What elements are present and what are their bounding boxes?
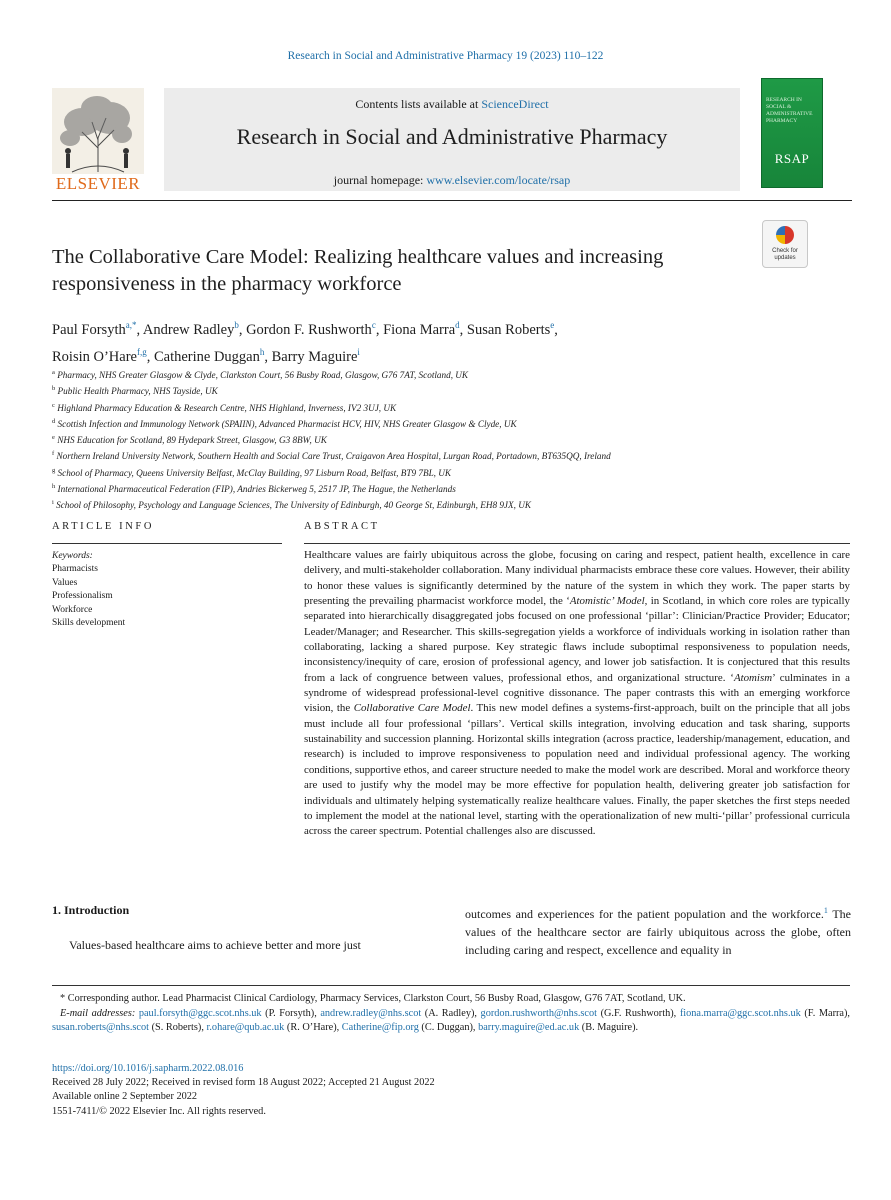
affiliation-key: i xyxy=(52,499,54,507)
abstract-part: ’ culminates in a syndrome of widespread professional-level cognitive dissonance. The paper contrasts this with an emerging workforce vision, the xyxy=(304,671,850,715)
abstract-emphasis: Atomistic’ Model, xyxy=(569,595,648,608)
available-online: Available online 2 September 2022 xyxy=(52,1091,198,1103)
affiliation-key: d xyxy=(52,417,56,425)
affiliation-item xyxy=(52,480,842,496)
author[interactable] xyxy=(52,322,136,338)
journal-cover[interactable] xyxy=(761,78,823,188)
author-name: Roisin O’Hare xyxy=(52,348,137,365)
check-for-updates-button[interactable] xyxy=(762,220,808,268)
author-affiliation-marker[interactable]: b xyxy=(234,320,239,330)
affiliation-key: c xyxy=(52,401,55,409)
affiliation-key: g xyxy=(52,466,56,474)
intro-text: outcomes and experiences for the patient population and the workforce. xyxy=(465,907,824,921)
author[interactable] xyxy=(246,322,376,338)
keyword-item: Pharmacists xyxy=(52,564,98,575)
author-name: Catherine Duggan xyxy=(153,348,260,365)
elsevier-logo[interactable] xyxy=(52,88,152,200)
elsevier-tree-icon xyxy=(52,88,144,174)
affiliation-list xyxy=(52,366,842,512)
sciencedirect-link[interactable]: ScienceDirect xyxy=(481,97,549,111)
email-addresses xyxy=(52,1007,850,1036)
affiliation-key: e xyxy=(52,434,55,442)
email-owner: (S. Roberts), xyxy=(149,1022,207,1034)
author-separator: , xyxy=(238,321,247,338)
author[interactable] xyxy=(143,322,239,338)
email-link[interactable]: r.ohare@qub.ac.uk xyxy=(206,1022,285,1034)
author-affiliation-marker[interactable]: a,* xyxy=(125,320,137,330)
email-link[interactable]: barry.maguire@ed.ac.uk xyxy=(478,1022,580,1034)
author[interactable] xyxy=(271,346,360,365)
affiliation-text: Pharmacy, NHS Greater Glasgow & Clyde, Clarkston Court, 56 Busby Road, Glasgow, G76 7AT, Scotland, UK xyxy=(57,370,469,381)
affiliation-item xyxy=(52,415,842,431)
check-for-updates-label xyxy=(763,248,807,262)
keyword-item: Skills development xyxy=(52,618,126,629)
email-owner: (B. Maguire). xyxy=(579,1022,639,1034)
affiliation-item xyxy=(52,366,842,382)
email-owner: (G.F. Rushworth), xyxy=(597,1007,680,1019)
affiliation-key: h xyxy=(52,482,56,490)
affiliation-item xyxy=(52,496,842,512)
email-owner: (P. Forsyth), xyxy=(261,1007,321,1019)
publisher-name: ELSEVIER xyxy=(55,174,141,193)
author-affiliation-marker[interactable]: c xyxy=(371,320,376,330)
journal-name: Research in Social and Administrative Pharmacy xyxy=(236,124,668,149)
abstract-part: Healthcare values are fairly ubiquitous across the globe, focusing on caring and respect, patient health, excellence in care delivery, and multi-stakeholder collaboration. Many individual pharmacists embrace these core values. However, their ability to honor these values is significantly determined by the nature of the system in which they work. The paper starts by presenting the prevailing pharmacist workforce model, the ‘ xyxy=(304,549,850,608)
email-link[interactable]: Catherine@fip.org xyxy=(341,1022,419,1034)
email-owner: (R. O’Hare), xyxy=(284,1022,342,1034)
author[interactable] xyxy=(153,346,265,365)
affiliation-text: Highland Pharmacy Education & Research Centre, NHS Highland, Inverness, IV2 3UJ, UK xyxy=(57,402,397,413)
affiliation-key: f xyxy=(52,450,55,458)
author-list xyxy=(52,314,842,368)
affiliation-item xyxy=(52,464,842,480)
affiliation-item xyxy=(52,447,842,463)
journal-header xyxy=(52,80,852,201)
affiliation-text: School of Philosophy, Psychology and Language Sciences, The University of Edinburgh, 40 George St, Edinburgh, EH8 9JX, UK xyxy=(56,500,531,511)
keyword-item: Professionalism xyxy=(52,591,113,602)
introduction-left-column: Values-based healthcare aims to achieve better and more just xyxy=(69,938,361,952)
keyword-item: Workforce xyxy=(52,604,93,615)
email-owner: (A. Radley), xyxy=(421,1007,481,1019)
author[interactable] xyxy=(383,322,460,338)
contents-prefix: Contents lists available at xyxy=(355,97,482,111)
abstract-emphasis: Atomism xyxy=(733,671,773,684)
title-line-1: The Collaborative Care Model: Realizing healthcare values and increasing xyxy=(52,246,664,268)
abstract-body xyxy=(304,548,850,840)
footnotes xyxy=(52,992,850,1036)
affiliation-text: Public Health Pharmacy, NHS Tayside, UK xyxy=(57,386,218,397)
journal-homepage xyxy=(164,173,740,188)
article-title xyxy=(52,244,752,298)
author-name: Susan Roberts xyxy=(466,321,551,338)
introduction-right-column xyxy=(465,902,851,959)
article-info-divider xyxy=(52,543,282,544)
email-link[interactable]: andrew.radley@nhs.scot xyxy=(320,1007,422,1019)
affiliation-text: Northern Ireland University Network, Southern Health and Social Care Trust, Craigavon Area Hospital, Lurgan Road, Portadown, BT635QQ, Ireland xyxy=(56,451,611,462)
keywords-label: Keywords: xyxy=(52,551,93,561)
affiliation-text: International Pharmaceutical Federation (FIP), Andries Bickerweg 5, 2517 JP, The Hague, the Netherlands xyxy=(57,483,456,494)
copyright: 1551-7411/© 2022 Elsevier Inc. All rights reserved. xyxy=(52,1105,266,1117)
author-separator: , xyxy=(264,348,272,365)
affiliation-item xyxy=(52,382,842,398)
publication-details xyxy=(52,1062,850,1119)
check-updates-line2: updates xyxy=(774,255,796,261)
email-link[interactable]: paul.forsyth@ggc.scot.nhs.uk xyxy=(138,1007,262,1019)
author-affiliation-marker[interactable]: e xyxy=(550,320,555,330)
cover-abbreviation: RSAP xyxy=(774,151,810,166)
journal-citation-link[interactable]: Research in Social and Administrative Pharmacy 19 (2023) 110–122 xyxy=(287,50,604,62)
author[interactable] xyxy=(52,346,147,365)
check-updates-line1: Check for xyxy=(772,248,798,254)
author-separator: , xyxy=(146,348,154,365)
email-link[interactable]: fiona.marra@ggc.scot.nhs.uk xyxy=(679,1007,801,1019)
check-for-updates-icon xyxy=(776,226,794,244)
author[interactable] xyxy=(467,322,554,338)
author-affiliation-marker[interactable]: f,g xyxy=(136,346,147,357)
doi-link[interactable]: https://doi.org/10.1016/j.sapharm.2022.08.016 xyxy=(52,1063,244,1074)
homepage-link[interactable]: www.elsevier.com/locate/rsap xyxy=(426,173,571,187)
author-separator: , xyxy=(375,321,384,338)
author-affiliation-marker[interactable]: h xyxy=(259,346,265,357)
article-info-heading: ARTICLE INFO xyxy=(52,521,155,532)
cover-title: RESEARCH IN SOCIAL & ADMINISTRATIVE PHARMACY xyxy=(766,97,813,124)
author-separator: , xyxy=(459,321,467,338)
footnote-divider xyxy=(52,985,850,986)
author-name: Andrew Radley xyxy=(142,321,235,338)
abstract-emphasis: Collaborative Care Model xyxy=(353,702,471,715)
author-affiliation-marker[interactable]: d xyxy=(455,320,460,330)
keyword-item: Values xyxy=(52,577,78,588)
affiliation-key: b xyxy=(52,385,56,393)
affiliation-key: a xyxy=(52,369,55,376)
affiliation-item xyxy=(52,399,842,415)
abstract-divider xyxy=(304,543,850,544)
abstract-part: in Scotland, in which core roles are typically separated into hierarchically disaggregated jobs focused on one professional ‘pillar’: Clinician/Practice Provider; Educator; Leader/Manager; and Researcher. This skills-segregation yields a workforce of individuals working in isolation rather than collaborating, lacking a shared purpose. Key strategic flaws include suboptimal responsiveness to population needs, inconsistency/inequity of care, erosion of professional agency, and lower job satisfaction. It is conjectured that this results from a lack of congruence between values, professional ethos, and organizational structure. ‘ xyxy=(304,595,851,684)
email-link[interactable]: gordon.rushworth@nhs.scot xyxy=(480,1007,597,1019)
author-affiliation-marker[interactable]: i xyxy=(357,346,360,357)
received-dates: Received 28 July 2022; Received in revised form 18 August 2022; Accepted 21 August 2022 xyxy=(52,1077,435,1089)
introduction-heading: 1. Introduction xyxy=(52,903,130,917)
affiliation-text: School of Pharmacy, Queens University Belfast, McClay Building, 97 Lisburn Road, Belfast, BT9 7BL, UK xyxy=(57,467,452,478)
author-name: Fiona Marra xyxy=(383,321,456,338)
homepage-prefix: journal homepage: xyxy=(333,173,427,187)
affiliation-text: Scottish Infection and Immunology Network (SPAIIN), Advanced Pharmacist HCV, HIV, NHS Greater Glasgow & Clyde, UK xyxy=(57,418,517,429)
title-line-2: responsiveness in the pharmacy workforce xyxy=(52,273,402,295)
author-separator: , xyxy=(136,321,143,338)
journal-info-box xyxy=(164,88,740,191)
contents-availability xyxy=(164,97,740,112)
email-label: E-mail addresses: xyxy=(60,1007,136,1019)
intro-text: The values of the healthcare sector are fairly ubiquitous across the globe, often including caring and respect, excellence and equality in xyxy=(465,907,851,957)
affiliation-item xyxy=(52,431,842,447)
keywords-panel xyxy=(52,550,282,630)
reference-marker[interactable]: 1 xyxy=(823,906,828,915)
email-owner: (F. Marra), xyxy=(800,1007,851,1019)
author-name: Gordon F. Rushworth xyxy=(246,321,372,338)
author-name: Barry Maguire xyxy=(271,348,358,365)
email-link[interactable]: susan.roberts@nhs.scot xyxy=(52,1022,149,1034)
email-owner: (C. Duggan), xyxy=(418,1022,479,1034)
author-name: Paul Forsyth xyxy=(52,321,126,338)
abstract-part: . This new model defines a systems-first-approach, built on the principle that all jobs must include all four professional ‘pillars’. Vertical skills integration, involving education and task sharing, supports sustainability and succession planning. Horizontal skills integration (across practice, leadership/management, education, and research) is included to improve responsiveness to population need and individual professional agency. The working conditions, supportive ethos, and career structure needed to make the model work are described. Moral and workforce theory are used to justify why the model may be more effective for population health, delivering greater job satisfaction for individuals and ultimately helping systematically realize healthcare values. Finally, the paper sketches the first steps needed to implement the model at the national level, starting with the operationalization of new multi-‘pillar’ professional curricula across the career spectrum. Potential challenges also are discussed. xyxy=(304,702,850,838)
affiliation-text: NHS Education for Scotland, 89 Hydepark Street, Glasgow, G3 8BW, UK xyxy=(57,435,327,446)
author-separator: , xyxy=(554,321,558,338)
corresponding-author-note: * Corresponding author. Lead Pharmacist Clinical Cardiology, Pharmacy Services, Clarkston Court, 56 Busby Road, Glasgow, G76 7AT, Scotland, UK. xyxy=(60,993,686,1004)
abstract-heading: ABSTRACT xyxy=(304,521,380,532)
